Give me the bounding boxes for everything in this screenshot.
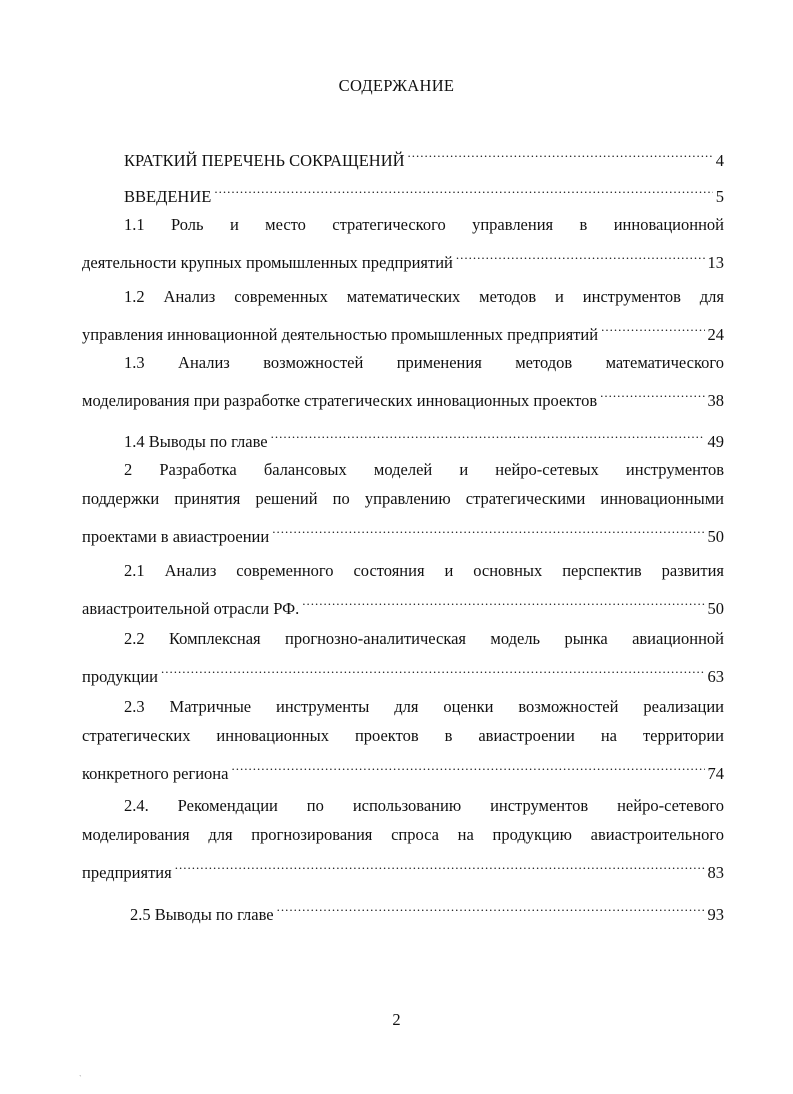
toc-line: [82, 377, 724, 410]
toc-entry-title: 1.4 Выводы по главе: [124, 432, 268, 451]
page-number: 2: [392, 1010, 401, 1029]
toc-page-number: 38: [707, 391, 724, 410]
toc-line: [82, 849, 724, 882]
toc-page-number: 74: [707, 764, 724, 783]
toc-page-number: 50: [707, 599, 724, 618]
dot-leader: [175, 849, 705, 878]
toc-line: 1.1 Роль и место стратегического управления в инновационной: [124, 215, 724, 234]
dot-leader: [302, 585, 704, 614]
toc-entry-title: предприятия: [82, 863, 172, 882]
toc-page-number: 83: [707, 863, 724, 882]
toc-entry-title: управления инновационной деятельностью промышленных предприятий: [82, 325, 599, 344]
toc-page-number: 49: [707, 432, 724, 451]
toc-entry-title: конкретного региона: [82, 764, 229, 783]
dot-leader: [271, 418, 705, 447]
toc-entry-title: моделирования при разработке стратегических инновационных проектов: [82, 391, 598, 410]
toc-entry-title: продукции: [82, 667, 159, 686]
dot-leader: [214, 173, 712, 202]
dot-leader: [600, 377, 704, 406]
scan-mark: `: [79, 1074, 82, 1083]
toc-page-number: 63: [707, 667, 724, 686]
toc-entry-title: деятельности крупных промышленных предприятий: [82, 253, 453, 272]
toc-entry: [82, 891, 724, 924]
page-title: СОДЕРЖАНИЕ: [338, 76, 455, 95]
toc-entry-title: проектами в авиастроении: [82, 527, 270, 546]
toc-entry-title: 2.5 Выводы по главе: [130, 905, 274, 924]
toc-entry: [82, 348, 724, 410]
toc-line: 1.3 Анализ возможностей применения методов математического: [124, 353, 724, 372]
toc-line: 2.4. Рекомендации по использованию инструментов нейро-сетевого: [124, 796, 724, 815]
toc-line: поддержки принятия решений по управлению стратегическими инновационными: [82, 489, 724, 508]
toc-entry: [82, 173, 724, 206]
dot-leader: [231, 750, 704, 779]
toc-entry: [82, 418, 724, 451]
toc-page-number: 50: [707, 527, 724, 546]
toc-line: [82, 418, 724, 451]
toc-entry: [82, 455, 724, 546]
toc-line: стратегических инновационных проектов в авиастроении на территории: [82, 726, 724, 745]
toc-page-number: 13: [707, 253, 724, 272]
dot-leader: [272, 513, 704, 542]
toc-line: [82, 311, 724, 344]
toc-entry: [82, 556, 724, 618]
toc-entry: [82, 210, 724, 272]
toc-line: 1.2 Анализ современных математических методов и инструментов для: [124, 287, 724, 306]
toc-line: [82, 173, 724, 206]
toc-entry: [82, 791, 724, 882]
toc-line: [82, 137, 724, 170]
toc-line: 2.1 Анализ современного состояния и основных перспектив развития: [124, 561, 724, 580]
toc-entry-title: КРАТКИЙ ПЕРЕЧЕНЬ СОКРАЩЕНИЙ: [124, 151, 405, 170]
toc-entry: [82, 692, 724, 783]
toc-page-number: 93: [707, 905, 724, 924]
toc-line: [82, 891, 724, 924]
toc-entry-title: авиастроительной отрасли РФ.: [82, 599, 300, 618]
toc-line: моделирования для прогнозирования спроса на продукцию авиастроительного: [82, 825, 724, 844]
toc-line: 2 Разработка балансовых моделей и нейро-сетевых инструментов: [124, 460, 724, 479]
toc-entry: [82, 624, 724, 686]
toc-line: [82, 513, 724, 546]
toc-entry: [82, 137, 724, 170]
toc-entry-title: ВВЕДЕНИЕ: [124, 187, 212, 206]
toc-line: [82, 653, 724, 686]
toc-line: 2.3 Матричные инструменты для оценки возможностей реализации: [124, 697, 724, 716]
dot-leader: [601, 311, 704, 340]
dot-leader: [408, 137, 713, 166]
toc-line: 2.2 Комплексная прогнозно-аналитическая модель рынка авиационной: [124, 629, 724, 648]
toc-line: [82, 585, 724, 618]
dot-leader: [456, 239, 705, 268]
toc-page-number: 24: [707, 325, 724, 344]
toc-page-number: 5: [715, 187, 724, 206]
dot-leader: [277, 891, 705, 920]
toc-line: [82, 239, 724, 272]
toc-page-number: 4: [715, 151, 724, 170]
dot-leader: [161, 653, 704, 682]
toc-entry: [82, 282, 724, 344]
toc-line: [82, 750, 724, 783]
